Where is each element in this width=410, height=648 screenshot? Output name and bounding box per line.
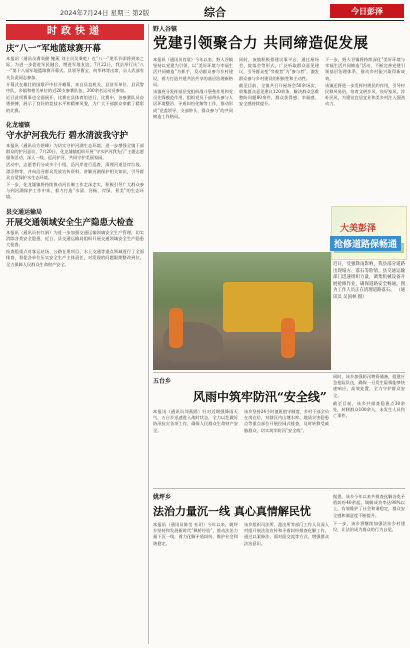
text-column (153, 409, 238, 435)
sec3-subtitle: 姚坪乡 (153, 494, 172, 501)
paragraph: 本报讯（通讯员杜红娟）为进一步加强交通运输领域安全生产管理，切实消除各类安全隐患，近日，县交通运输局组织开展交通领域安全生产隐患大检查。 (6, 229, 144, 248)
paragraph: 该镇充分发挥基层党组织战斗堡垒作用和党员先锋模范作用，组织党员干部带头参与人居环境整治、矛盾纠纷化解等工作，推动形成“党委领导、支部带头、群众参与”的共同缔造工作格局。 (153, 89, 233, 119)
paragraph: 同时，该乡加强防汛物资储备，组建应急抢险队伍，确保一旦发生险情能够快速响应、高效处置，全力守护群众安全。 (333, 374, 405, 398)
paragraph: 本报讯（通讯员方煜峰）为切实守护河湖生态环境，进一步增强全镇干部群众的护河意识，7月20日，化龙墟镇组织开展“守水护河我先行”主题志愿服务活动，深入一线、巡河护河，共同守护美丽家园。 (6, 142, 144, 161)
caption-text: 近日，受强降雨影响，我县部分道路出现塌方、落石等险情。县交通运输部门迅速组织力量，调集机械设备开展抢修作业，确保道路安全畅通。图为工作人员正在清理道路落石。 (333, 262, 405, 294)
sec2-subtitle: 五台乡 (153, 378, 172, 385)
paragraph: 下一步，该乡将继续加强法治乡村建设，让法治成为群众的行为自觉。 (333, 520, 405, 533)
left-column (6, 24, 144, 644)
paragraph: 本报讯（通讯员曹英健 鲍燕 刘主员吴秉乾）在“八一”建军节即将到来之际，为进一步促进军民融合，增进军地友谊，7月22日，我县举行庆“八一”第十八届军地篮球赛开幕式。县领导曹宝、何华林等出席，县人武部有关负责同志参加。 (6, 56, 144, 80)
header-rule (6, 20, 404, 21)
column-banner: 时政快递 (6, 24, 144, 40)
article-3-body (6, 230, 144, 268)
paragraph: 据悉，该乡今年以来共排查化解各类矛盾纠纷40余起，调解成功率达98%以上，有效维护了社会和谐稳定，群众安全感和满意度不断提升。 (333, 494, 405, 518)
paragraph: 近日此项赛事也全面展开。比赛在县体育馆进行，比赛中，各参赛队员奋勇拼搏，展示了良好的竞技水平和精神风貌，为广大干部群众奉献了精彩的比赛。 (6, 95, 144, 113)
article-2-subtitle: 化龙墟镇 (6, 121, 31, 129)
sec3-title[interactable]: 法治力量沉一线 真心真情解民忧 (153, 505, 311, 518)
promo-art-text: 大美彭泽 (340, 224, 377, 234)
main-body (153, 57, 405, 121)
paragraph: 截至目前，该乡共排查隐患点30余处，转移群众100余人，未发生人员伤亡事件。 (333, 400, 405, 419)
paragraph: 检查组重点对客运站场、公路在建项目、水上交通等重点领域进行了全面排查，督促各单位压实安全生产主体责任，对发现的问题限期整改到位，全力保障人民群众生命财产安全。 (6, 249, 144, 267)
article-3-title[interactable]: 开展交通领域安全生产隐患大检查 (6, 217, 134, 228)
text-column (239, 57, 319, 121)
news-photo[interactable] (153, 252, 331, 370)
text-column (153, 57, 233, 121)
text-column (153, 522, 238, 548)
paragraph: 开幕式在雄壮的国歌声中拉开帷幕，来自县直机关、县驻军单位、县武警中队、乡镇和相关单位的近20支参赛队伍、200余名运动员参加。 (6, 81, 144, 94)
sec2-title[interactable]: 风雨中筑牢防汛“安全线” (193, 390, 327, 404)
text-column (244, 409, 329, 435)
section-divider (153, 488, 405, 489)
paragraph: 活动中，志愿者们分成多个小组，沿河岸进行巡查，清理河道沿岸垃圾、漂浮物等，并向沿河群众发放宣传资料，讲解河湖保护相关知识，引导群众自觉保护水生态环境。 (6, 162, 144, 180)
paragraph: 同时，该镇积极搭建议事平台，通过屋场会、院落会等形式，广泛听取群众意见建议，引导群众变“旁观者”为“参与者”，激发群众参与乡村建设的积极性和主动性。 (239, 57, 319, 81)
paragraph: 该镇还将进一步发挥村规民约作用，引导村民移风易俗，培育文明乡风、良好家风、淳朴民风，为建设宜居宜业和美乡村注入强劲动力。 (325, 82, 405, 107)
main-title[interactable]: 党建引领聚合力 共同缔造促发展 (153, 35, 369, 52)
promo-art (331, 206, 407, 260)
paragraph: 截至目前，全镇共召开屋场会50余场次，收集群众意见建议120余条，解决群众急难愁盼问题80余件，群众获得感、幸福感、安全感持续提升。 (239, 82, 319, 107)
paragraph: 本报讯（通讯员肖晨）今年以来，野人谷镇坚持以党建为引领，以“美好环境与幸福生活共同缔造”为抓手，发动群众参与乡村建设，着力打造共建共治共享的基层治理新格局。 (153, 57, 233, 87)
article-2-body (6, 143, 144, 201)
column-divider (148, 24, 149, 644)
sec3-side-column (333, 494, 405, 533)
photo-caption (333, 262, 405, 302)
paragraph: 该乡坚持24小时值班值守制度，乡村干部全员在岗在位，对辖区内山塘水库、地质灾害隐患点等重点部位开展拉网式排查，及时转移受威胁群众，切实筑牢防汛“安全线”。 (244, 409, 329, 433)
main-article (153, 24, 405, 121)
newspaper-logo: 今日彭泽 (330, 4, 404, 18)
paragraph: 下一步，化龙墟镇将持续推动河长制工作走深走实，积极引导广大群众参与到河湖保护工作中来，着力打造“水清、河畅、岸绿、景美”的生态环境。 (6, 182, 144, 200)
section-divider (153, 372, 405, 373)
sec2-body (153, 409, 329, 435)
text-column (325, 57, 405, 121)
photo-title: 抢修道路保畅通 (330, 236, 401, 251)
photo-worker-shape (169, 308, 183, 348)
paragraph: 本报讯（通讯员刘燕鸥）针对近期强降雨天气，五台乡迅速进入战时状态，全力以赴做好防汛抗灾各项工作，确保人民群众生命财产安全。 (153, 409, 238, 433)
photo-credit: （通讯员 吴国林 摄） (333, 288, 405, 300)
section-title: 综合 (204, 6, 226, 19)
photo-excavator-shape (223, 282, 313, 332)
sec2-side-column (333, 374, 405, 419)
article-1-title[interactable]: 庆“八一”军地篮球赛开幕 (6, 44, 101, 54)
issue-date: 2024年7月24日 星期三 第2版 (60, 9, 150, 17)
paragraph: 本报讯（通讯员陈莹 杜玥）今年以来，姚坪乡坚持和发展新时代“枫桥经验”，推动法治力量下沉一线，着力化解矛盾纠纷，维护社会和谐稳定。 (153, 522, 238, 546)
photo-worker-shape (281, 318, 295, 358)
article-1-body (6, 56, 144, 114)
sec3-body (153, 522, 329, 548)
paragraph: 该乡组织司法所、派出所等部门工作人员深入村组开展法治宣传和矛盾纠纷排查化解工作，通过以案释法、面对面交流等方式，增强群众法治意识。 (244, 522, 329, 546)
paragraph: 下一步，野人谷镇将持续深化“美好环境与幸福生活共同缔造”活动，不断完善党建引领基层治理体系，推动乡村振兴取得新成效。 (325, 57, 405, 81)
article-3-subtitle: 县交通运输局 (6, 208, 43, 216)
text-column (244, 522, 329, 548)
main-subtitle: 野人谷镇 (153, 26, 178, 33)
article-2-title[interactable]: 守水护河我先行 碧水清波我守护 (6, 130, 128, 141)
